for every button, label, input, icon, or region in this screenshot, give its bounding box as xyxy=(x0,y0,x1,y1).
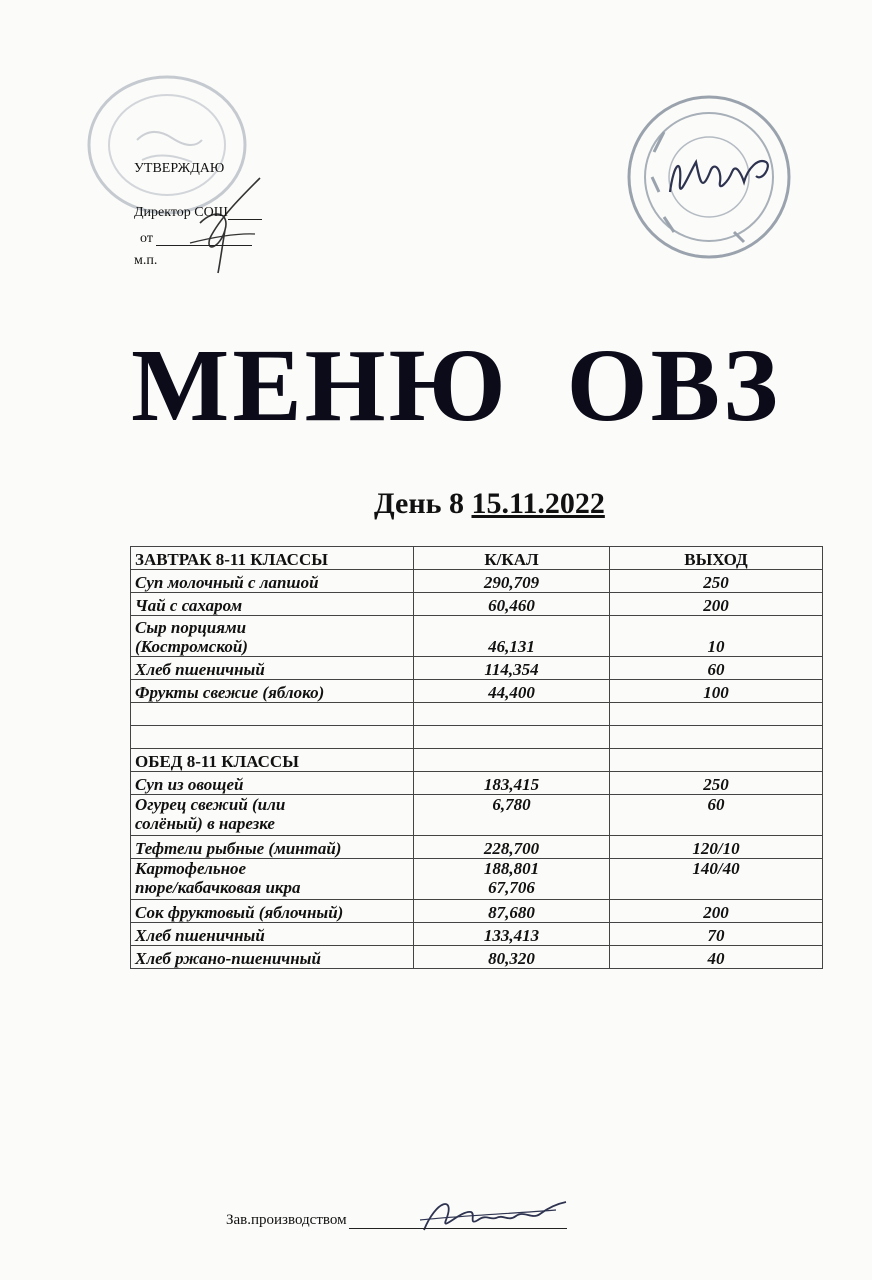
table-row xyxy=(131,772,823,795)
dish-kcal: 44,400 xyxy=(414,680,610,703)
director-signature-line xyxy=(228,219,262,220)
dish-yield: 10 xyxy=(610,616,823,657)
dish-kcal: 87,680 xyxy=(414,900,610,923)
seal-label: м.п. xyxy=(134,253,158,268)
production-line xyxy=(226,1212,567,1229)
table-row xyxy=(131,836,823,859)
dish-yield: 200 xyxy=(610,900,823,923)
director-line xyxy=(134,206,262,220)
dish-name-line1: Картофельное xyxy=(135,859,247,878)
dish-yield: 250 xyxy=(610,772,823,795)
date-blank-line xyxy=(156,245,252,246)
dish-name-line1: Сыр порциями xyxy=(135,618,247,637)
dish-kcal: 46,131 xyxy=(414,616,610,657)
table-row xyxy=(131,923,823,946)
dish-yield: 70 xyxy=(610,923,823,946)
dish-name: Хлеб пшеничный xyxy=(131,657,414,680)
yield-header: ВЫХОД xyxy=(610,547,823,570)
breakfast-header: ЗАВТРАК 8-11 КЛАССЫ xyxy=(131,547,414,570)
empty-row xyxy=(131,726,823,749)
lunch-header-row xyxy=(131,749,823,772)
table-row xyxy=(131,657,823,680)
dish-name: Фрукты свежие (яблоко) xyxy=(131,680,414,703)
empty-row xyxy=(131,703,823,726)
table-row xyxy=(131,616,823,657)
table-header-row xyxy=(131,547,823,570)
day-date-heading xyxy=(374,489,605,519)
dish-name xyxy=(131,795,414,836)
dish-yield: 60 xyxy=(610,795,823,836)
dish-name-line2: пюре/кабачковая икра xyxy=(135,878,301,897)
approve-label: УТВЕРЖДАЮ xyxy=(134,161,225,176)
dish-yield: 200 xyxy=(610,593,823,616)
menu-date: 15.11.2022 xyxy=(471,487,605,520)
menu-table xyxy=(130,546,823,969)
dish-name: Тефтели рыбные (минтай) xyxy=(131,836,414,859)
dish-name: Суп из овощей xyxy=(131,772,414,795)
dish-kcal: 114,354 xyxy=(414,657,610,680)
dish-name-line2: (Костромской) xyxy=(135,637,248,656)
director-label: Директор СОШ xyxy=(134,205,228,220)
dish-name: Чай с сахаром xyxy=(131,593,414,616)
dish-yield: 120/10 xyxy=(610,836,823,859)
dish-yield: 60 xyxy=(610,657,823,680)
dish-kcal: 290,709 xyxy=(414,570,610,593)
table-row xyxy=(131,946,823,969)
dish-name-line1: Огурец свежий (или xyxy=(135,795,286,814)
dish-name: Суп молочный с лапшой xyxy=(131,570,414,593)
page-title: МЕНЮ ОВЗ xyxy=(131,328,781,443)
dish-name: Хлеб пшеничный xyxy=(131,923,414,946)
date-line xyxy=(140,232,252,246)
dish-kcal: 228,700 xyxy=(414,836,610,859)
dish-kcal xyxy=(414,859,610,900)
table-row xyxy=(131,593,823,616)
table-row xyxy=(131,859,823,900)
kcal-header: К/КАЛ xyxy=(414,547,610,570)
dish-kcal: 183,415 xyxy=(414,772,610,795)
from-label: от xyxy=(140,231,153,246)
dish-kcal-line2: 67,706 xyxy=(488,878,535,897)
table-row xyxy=(131,680,823,703)
director-signature-icon xyxy=(180,168,270,278)
dish-kcal: 60,460 xyxy=(414,593,610,616)
dish-yield: 40 xyxy=(610,946,823,969)
production-label: Зав.производством xyxy=(226,1212,347,1228)
table-row xyxy=(131,570,823,593)
dish-name: Хлеб ржано-пшеничный xyxy=(131,946,414,969)
principal-signature-icon xyxy=(662,132,782,212)
dish-kcal: 133,413 xyxy=(414,923,610,946)
production-signature-line xyxy=(349,1228,567,1229)
dish-yield: 140/40 xyxy=(610,859,823,900)
dish-kcal: 80,320 xyxy=(414,946,610,969)
dish-name xyxy=(131,616,414,657)
dish-yield: 100 xyxy=(610,680,823,703)
dish-name-line2: солёный) в нарезке xyxy=(135,814,275,833)
dish-name: Сок фруктовый (яблочный) xyxy=(131,900,414,923)
dish-name xyxy=(131,859,414,900)
day-label: День 8 xyxy=(374,487,464,520)
table-row xyxy=(131,795,823,836)
dish-kcal: 6,780 xyxy=(414,795,610,836)
dish-kcal-line1: 188,801 xyxy=(483,859,540,878)
dish-yield: 250 xyxy=(610,570,823,593)
lunch-header: ОБЕД 8-11 КЛАССЫ xyxy=(131,749,414,772)
table-row xyxy=(131,900,823,923)
